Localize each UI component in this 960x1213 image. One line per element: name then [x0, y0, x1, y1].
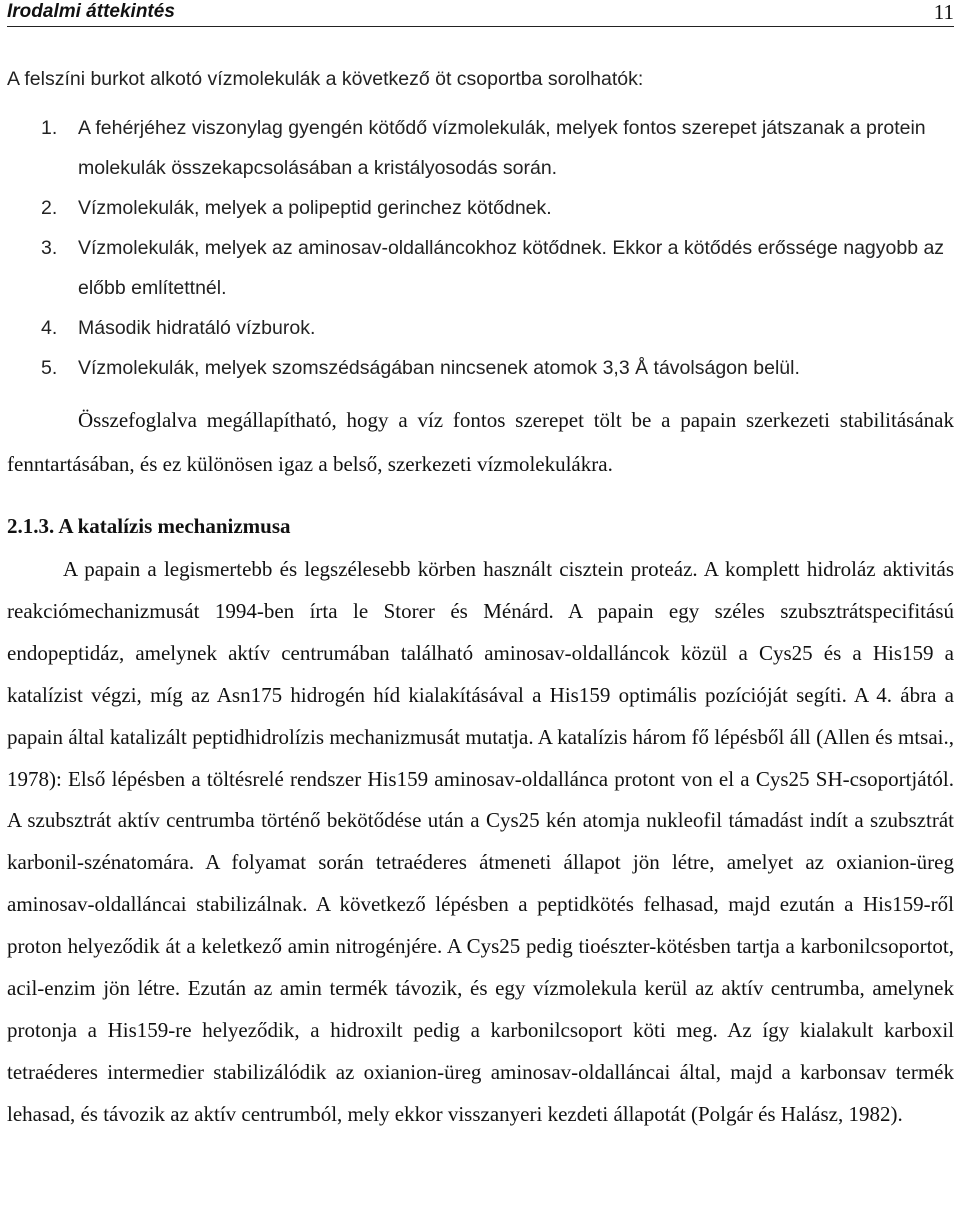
list-number: 2. — [41, 197, 58, 219]
section-heading: 2.1.3. A katalízis mechanizmusa — [7, 514, 291, 538]
list-text: Vízmolekulák, melyek a polipeptid gerinchez kötődnek. — [78, 197, 552, 219]
list-text: A fehérjéhez viszonylag gyengén kötődő vízmolekulák, melyek fontos szerepet játszanak a protein molekulák összekapcsolásában a kristályosodás során. — [78, 117, 926, 179]
list-number: 1. — [41, 117, 58, 139]
list-item — [7, 348, 954, 388]
page-header — [7, 0, 954, 27]
list-item — [7, 228, 954, 308]
summary-paragraph: Összefoglalva megállapítható, hogy a víz fontos szerepet tölt be a papain szerkezeti stabilitásának fenntartásában, és ez különösen igaz a belső, szerkezeti vízmolekulákra. — [7, 408, 954, 476]
intro-text: A felszíni burkot alkotó vízmolekulák a következő öt csoportba sorolhatók: — [7, 68, 644, 90]
section-body-paragraph: A papain a legismertebb és legszélesebb körben használt cisztein proteáz. A komplett hidroláz aktivitás reakciómechanizmusát 1994-ben írta le Storer és Ménárd. A papain egy széles szubsztrátspecifitású endopeptidáz, amelynek aktív centrumában található aminosav-oldalláncok közül a Cys25 és a His159 a katalízist végzi, míg az Asn175 hidrogén híd kialakításával a His159 optimális pozícióját segíti. A 4. ábra a papain által katalizált peptidhidrolízis mechanizmusát mutatja. A katalízis három fő lépésből áll (Allen és mtsai., 1978): Első lépésben a töltésrelé rendszer His159 aminosav-oldallánca protont von el a Cys25 SH-csoportjától. A szubsztrát aktív centrumba történő bekötődése után a Cys25 kén atomja nukleofil támadást indít a szubsztrát karbonil-szénatomára. A folyamat során tetraéderes átmeneti állapot jön létre, amelyet az oxianion-üreg aminosav-oldalláncai stabilizálnak. A következő lépésben a peptidkötés felhasad, majd ezután a His159-ről proton helyeződik át a keletkező amin nitrogénjére. A Cys25 pedig tioészter-kötésben tartja a karbonilcsoportot, acil-enzim jön létre. Ezután az amin termék távozik, és egy vízmolekula kerül az aktív centrumba, amelynek protonja a His159-re helyeződik, a hidroxilt pedig a karbonilcsoport köti meg. Az így kialakult karboxil tetraéderes intermedier stabilizálódik az oxianion-üreg aminosav-oldalláncai által, majd a karbonsav termék lehasad, és távozik az aktív centrumból, mely ekkor visszanyeri kezdeti állapotát (Polgár és Halász, 1982). — [7, 557, 954, 1126]
list-number: 4. — [41, 317, 58, 339]
list-text: Vízmolekulák, melyek az aminosav-oldalláncokhoz kötődnek. Ekkor a kötődés erőssége nagyobb az előbb említettnél. — [78, 237, 945, 299]
list-text: Vízmolekulák, melyek szomszédságában nincsenek atomok 3,3 Å távolságon belül. — [78, 357, 800, 379]
list-text: Második hidratáló vízburok. — [78, 317, 316, 339]
list-item — [7, 188, 954, 228]
list-item — [7, 108, 954, 188]
header-title: Irodalmi áttekintés — [7, 1, 175, 22]
page-number: 11 — [933, 0, 954, 24]
list-number: 3. — [41, 237, 58, 259]
list-item — [7, 308, 954, 348]
list-number: 5. — [41, 357, 58, 379]
water-group-list — [7, 108, 954, 388]
